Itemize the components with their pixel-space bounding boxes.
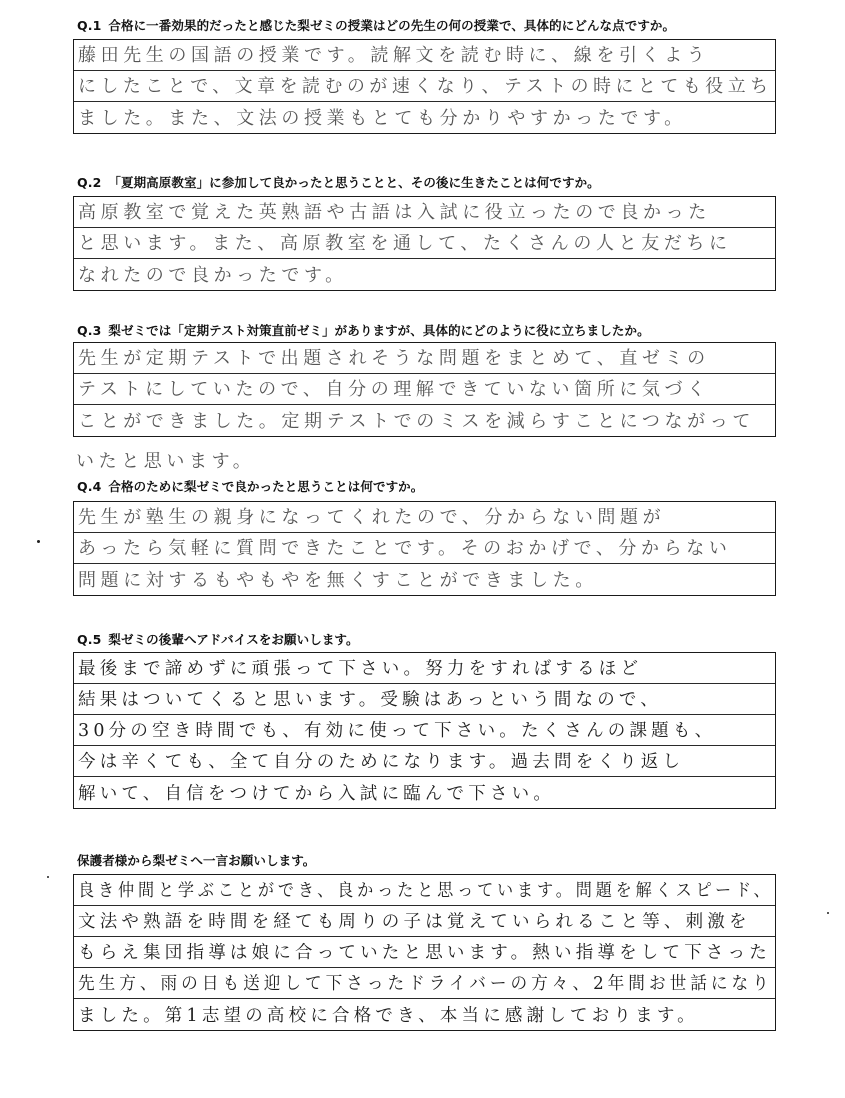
scan-speck <box>827 912 829 914</box>
answer-box-3 <box>73 342 776 437</box>
question-text: 梨ゼミでは「定期テスト対策直前ゼミ」がありますが、具体的にどのように役に立ちましたか。 <box>108 323 650 338</box>
answer-text: 先生が定期テストで出題されそうな問題をまとめて、直ゼミの <box>78 348 710 369</box>
answer-line <box>74 405 775 436</box>
answer-box-2 <box>73 196 776 291</box>
answer-line <box>74 715 775 746</box>
answer-text: 今は辛くても、全て自分のためになります。過去問をくり返し <box>78 752 685 772</box>
answer-line <box>74 343 775 374</box>
scan-speck <box>47 876 49 878</box>
answer-text: ました。また、文法の授業もとても分かりやすかったです。 <box>78 108 687 129</box>
answer-text: ことができました。定期テストでのミスを減らすことにつながって <box>78 411 755 432</box>
question-text: 「夏期高原教室」に参加して良かったと思うことと、その後に生きたことは何ですか。 <box>108 175 600 190</box>
answer-line <box>74 746 775 777</box>
answer-overflow-text: いたと思います。 <box>76 451 256 472</box>
question-number: Q.3 <box>77 323 102 338</box>
answer-line <box>74 777 775 808</box>
answer-line <box>74 684 775 715</box>
answer-line <box>74 259 775 290</box>
answer-text: と思います。また、高原教室を通して、たくさんの人と友だちに <box>78 233 732 254</box>
answer-text: 問題に対するもやもやを無くすことができました。 <box>78 570 598 591</box>
answer-line <box>74 875 775 906</box>
answer-line <box>74 228 775 259</box>
answer-text: ました。第1志望の高校に合格でき、本当に感謝しております。 <box>78 1006 699 1026</box>
answer-text: にしたことで、文章を読むのが速くなり、テストの時にとても役立ち <box>78 76 773 97</box>
question-number: Q.4 <box>77 479 102 494</box>
question-number: Q.1 <box>77 18 102 33</box>
answer-text: 文法や熟語を時間を経ても周りの子は覚えていられること等、刺激を <box>78 912 751 932</box>
answer-line <box>74 968 775 999</box>
answer-line <box>74 653 775 684</box>
answer-text: なれたので良かったです。 <box>78 265 348 286</box>
parent-comment-box <box>73 874 776 1031</box>
answer-text: あったら気軽に質問できたことです。そのおかげで、分からない <box>78 538 732 559</box>
question-5-title <box>77 630 359 648</box>
answer-line <box>74 937 775 968</box>
question-2-title <box>77 173 600 191</box>
answer-text: テストにしていたので、自分の理解できていない箇所に気づく <box>78 379 710 400</box>
question-text: 合格に一番効果的だったと感じた梨ゼミの授業はどの先生の何の授業で、具体的にどんな点ですか。 <box>108 18 676 33</box>
answer-text: 先生方、雨の日も送迎して下さったドライバーの方々、2年間お世話になり <box>78 974 773 994</box>
answer-text: もらえ集団指導は娘に合っていたと思います。熱い指導をして下さった <box>78 943 771 963</box>
answer-box-5 <box>73 652 776 809</box>
answer-line <box>74 906 775 937</box>
answer-text: 高原教室で覚えた英熟語や古語は入試に役立ったので良かった <box>78 202 711 223</box>
answer-line <box>74 71 775 102</box>
answer-text: 30分の空き時間でも、有効に使って下さい。たくさんの課題も、 <box>78 721 717 741</box>
answer-line <box>74 502 775 533</box>
question-text: 梨ゼミの後輩へアドバイスをお願いします。 <box>108 632 359 647</box>
answer-line <box>74 197 775 228</box>
question-text: 合格のために梨ゼミで良かったと思うことは何ですか。 <box>108 479 424 494</box>
answer-text: 藤田先生の国語の授業です。読解文を読む時に、線を引くよう <box>78 45 710 66</box>
question-number: Q.5 <box>77 632 102 647</box>
scan-speck <box>37 540 40 543</box>
answer-text: 良き仲間と学ぶことができ、良かったと思っています。問題を解くスピード、 <box>78 881 774 901</box>
answer-box-1 <box>73 39 776 134</box>
answer-text: 結果はついてくると思います。受験はあっという間なので、 <box>78 690 662 710</box>
answer-text: 最後まで諦めずに頑張って下さい。努力をすればするほど <box>78 659 643 679</box>
question-3-title <box>77 321 650 339</box>
answer-text: 先生が塾生の親身になってくれたので、分からない問題が <box>78 507 666 528</box>
answer-text: 解いて、自信をつけてから入試に臨んで下さい。 <box>78 784 556 804</box>
question-4-title <box>77 477 423 495</box>
answer-box-4 <box>73 501 776 596</box>
answer-line <box>74 999 775 1030</box>
question-1-title <box>77 16 675 34</box>
parent-comment-title <box>77 851 315 869</box>
answer-line <box>74 564 775 595</box>
answer-line <box>74 40 775 71</box>
question-number: Q.2 <box>77 175 102 190</box>
answer-line <box>74 533 775 564</box>
question-text: 保護者様から梨ゼミへ一言お願いします。 <box>77 853 316 868</box>
answer-line <box>74 374 775 405</box>
answer-line <box>74 102 775 133</box>
